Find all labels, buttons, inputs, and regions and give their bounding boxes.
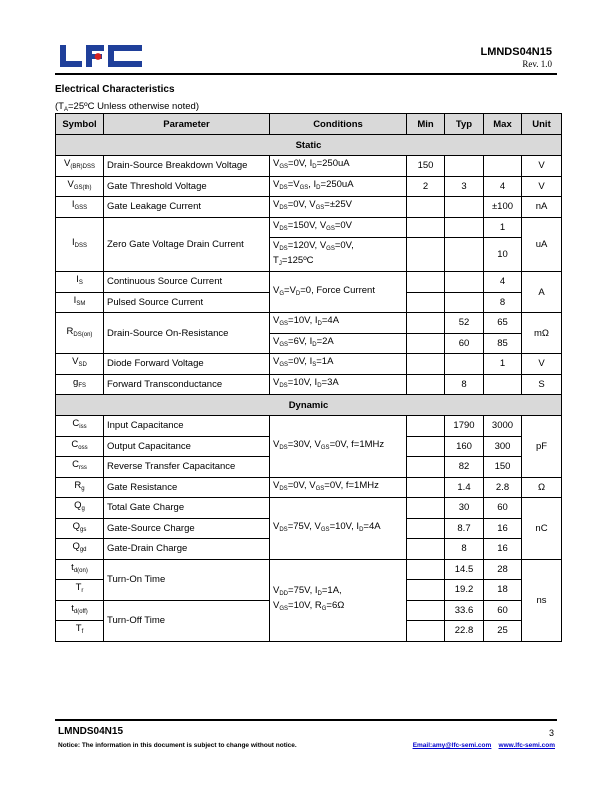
section-static: Static	[56, 135, 562, 156]
table-row: $I_{DSS}$ Zero Gate Voltage Drain Current $V_{DS}=150V$, $V_{GS}=0V$ 1 uA	[56, 217, 562, 238]
header-rule	[55, 73, 557, 75]
lfc-logo	[58, 44, 144, 68]
col-parameter: Parameter	[104, 114, 270, 135]
table-row: $C_{rss}$ Reverse Transfer Capacitance 82 150	[56, 457, 562, 478]
table-row: $I_{GSS}$ Gate Leakage Current $V_{DS}=0V$, $V_{GS}=\pm 25V$ ±100 nA	[56, 197, 562, 218]
footer-notice: Notice: The information in this document is subject to change without notice.	[58, 742, 297, 749]
conditions-note: ($T_A=25ºC$ Unless otherwise noted)	[55, 101, 199, 113]
col-max: Max	[484, 114, 522, 135]
table-row: $V_{GS(th)}$ Gate Threshold Voltage $V_{DS}=V_{GS}$, $I_D=250uA$ 2 3 4 V	[56, 176, 562, 197]
col-unit: Unit	[522, 114, 562, 135]
col-conditions: Conditions	[270, 114, 407, 135]
table-row: $V_{(BR)DSS}$ Drain-Source Breakdown Voltage $V_{GS}=0V$, $I_D=250uA$ 150 V	[56, 156, 562, 177]
section-dynamic: Dynamic	[56, 395, 562, 416]
table-row: $g_{FS}$ Forward Transconductance $V_{DS}=10V$, $I_D=3A$ 8 S	[56, 374, 562, 395]
table-header-row	[56, 114, 562, 135]
footer-rule	[55, 719, 557, 721]
table-row: $T_r$ 19.2 18	[56, 580, 562, 601]
page-number: 3	[548, 728, 554, 738]
table-row: $C_{oss}$ Output Capacitance 160 300	[56, 436, 562, 457]
table-row: $V_{GS}=6V$, $I_D=2A$ 60 85	[56, 333, 562, 354]
header-revision: Rev. 1.0	[522, 59, 552, 69]
footer-links	[413, 742, 555, 749]
table-row: $V_{DS}=120V$, $V_{GS}=0V$, $T_J=125ºC$ 10	[56, 238, 562, 272]
table-row: $Q_g$ Total Gate Charge $V_{DS}=75V$, $V_{GS}=10V$, $I_D=4A$ 30 60 nC	[56, 498, 562, 519]
section-title: Electrical Characteristics	[55, 84, 175, 95]
table-row: $R_{DS(on)}$ Drain-Source On-Resistance $V_{GS}=10V$, $I_D=4A$ 52 65 mΩ	[56, 313, 562, 334]
header-part-number: LMNDS04N15	[480, 46, 552, 58]
col-typ: Typ	[445, 114, 484, 135]
footer-part-number: LMNDS04N15	[58, 726, 124, 737]
table-row: $Q_{gd}$ Gate-Drain Charge 8 16	[56, 539, 562, 560]
table-row: $t_{d(off)}$ Turn-Off Time 33.6 60	[56, 600, 562, 621]
electrical-characteristics-table	[55, 113, 562, 642]
table-row: $V_{SD}$ Diode Forward Voltage $V_{GS}=0V$, $I_S=1A$ 1 V	[56, 354, 562, 375]
table-row: $Q_{gs}$ Gate-Source Charge 8.7 16	[56, 518, 562, 539]
table-row: $I_{SM}$ Pulsed Source Current 8	[56, 292, 562, 313]
table-row: $C_{iss}$ Input Capacitance $V_{DS}=30V$, $V_{GS}=0V$, f=1MHz 1790 3000 pF	[56, 416, 562, 437]
website-link[interactable]: www.lfc-semi.com	[498, 742, 555, 749]
table-row: $T_f$ 22.8 25	[56, 621, 562, 642]
col-min: Min	[407, 114, 445, 135]
table-row: $R_g$ Gate Resistance $V_{DS}=0V$, $V_{GS}=0V$, f=1MHz 1.4 2.8 Ω	[56, 477, 562, 498]
email-link[interactable]: Email:amy@lfc-semi.com	[412, 742, 492, 749]
col-symbol: Symbol	[56, 114, 104, 135]
table-row: $I_S$ Continuous Source Current $V_G=V_D=0$, Force Current 4 A	[56, 272, 562, 293]
table-row: $t_{d(on)}$ Turn-On Time $V_{DD}=75V$, $I_D=1A$, $V_{GS}=10V$, $R_G=6\Omega$ 14.5 28 ns	[56, 559, 562, 580]
